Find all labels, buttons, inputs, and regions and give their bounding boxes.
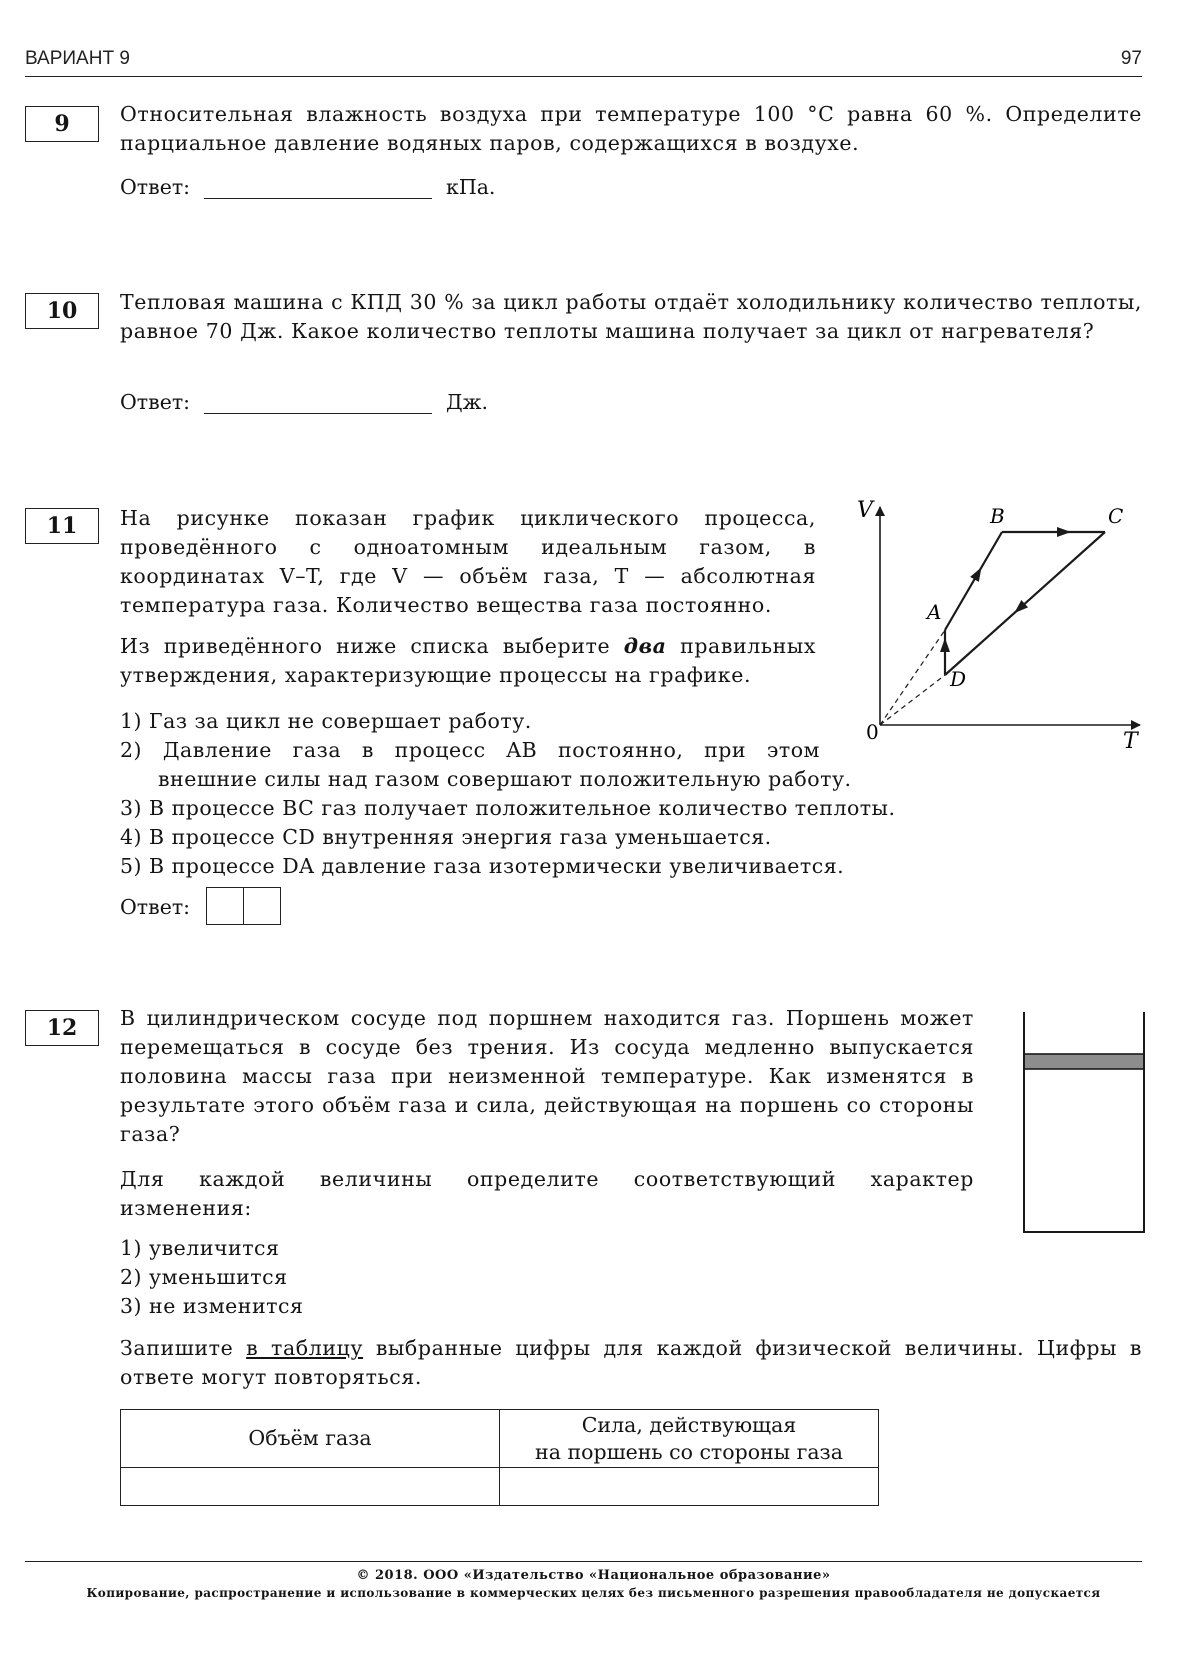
table-answer-force[interactable] — [500, 1468, 879, 1506]
ray-to-d — [880, 675, 945, 725]
t-axis-label: T — [1123, 729, 1138, 754]
origin-label: 0 — [866, 720, 879, 744]
variant-title: ВАРИАНТ 9 — [25, 48, 130, 69]
point-c-label: C — [1108, 504, 1124, 528]
ray-to-a — [880, 630, 945, 725]
page-number: 97 — [1120, 48, 1142, 69]
question-9-unit: кПа. — [446, 175, 496, 199]
footer-notice: Копирование, распространение и использование в коммерческих целях без письменного разрешения правообладателя не допускается — [86, 1586, 1101, 1600]
table-header-force-line2: на поршень со стороны газа — [535, 1439, 843, 1464]
write-instruction-link: в таблицу — [246, 1336, 364, 1360]
v-axis-label: V — [857, 498, 873, 523]
question-9-answer-label: Ответ: — [120, 175, 191, 199]
question-11-number: 11 — [25, 508, 99, 544]
point-b-label: B — [990, 504, 1005, 528]
question-11-option-2: 2) Давление газа в процесс AB постоянно, при этом — [120, 738, 820, 762]
question-11-instruction — [120, 632, 816, 690]
question-10-number: 10 — [25, 293, 99, 329]
footer-copyright: © 2018. ООО «Издательство «Национальное образование» — [356, 1568, 831, 1583]
arrow-da — [940, 638, 950, 652]
table-header-volume: Объём газа — [121, 1410, 500, 1468]
question-10-answer-field[interactable] — [204, 389, 432, 414]
answer-cell-2[interactable] — [244, 888, 281, 925]
question-11-text: На рисунке показан график циклического процесса, проведённого с одноатомным идеальным газом, в координатах V–T, где V — объём газа, T — абсолютная температура газа. Количество вещества газа постоянно. — [120, 506, 816, 617]
answer-cell-1[interactable] — [207, 888, 244, 925]
piston — [1024, 1054, 1144, 1069]
question-12-answer-table — [120, 1409, 879, 1506]
question-9-number: 9 — [25, 106, 99, 142]
footer-divider — [25, 1561, 1142, 1562]
question-11-instruction-end: правильных утверждения, характеризующие процессы на графике. — [120, 634, 816, 687]
question-11-answer-boxes — [206, 887, 281, 925]
arrow-ab — [970, 565, 986, 582]
write-instruction-start: Запишите — [120, 1336, 234, 1360]
question-12-write-instruction — [120, 1334, 1142, 1392]
question-12-instruction: Для каждой величины определите соответствующий характер изменения: — [120, 1167, 974, 1220]
vt-cycle-graph — [840, 495, 1150, 755]
question-9-answer-field[interactable] — [204, 174, 432, 199]
question-11-option-1: 1) Газ за цикл не совершает работу. — [120, 709, 532, 733]
segment-cd — [945, 532, 1105, 675]
cylinder-with-piston — [1020, 1010, 1150, 1238]
table-header-force-line1: Сила, действующая — [581, 1412, 797, 1437]
question-11-instruction-emphasis: два — [623, 634, 667, 658]
question-12-option-1: 1) увеличится — [120, 1236, 280, 1260]
point-d-label: D — [950, 667, 967, 691]
question-11-instruction-start: Из приведённого ниже списка выберите — [120, 634, 611, 658]
header-divider — [25, 76, 1142, 77]
question-12-text: В цилиндрическом сосуде под поршнем находится газ. Поршень может перемещаться в сосуде без трения. Из сосуда медленно выпускается половина массы газа при неизменной температуре. Как изменятся в результате этого объём газа и сила, действующая на поршень со стороны газа? — [120, 1006, 974, 1146]
question-11-option-2-continued: внешние силы над газом совершают положительную работу. — [158, 767, 852, 791]
question-10-unit: Дж. — [446, 390, 489, 414]
point-a-label: A — [927, 600, 942, 624]
question-11-answer-label: Ответ: — [120, 895, 191, 919]
table-header-force — [500, 1410, 879, 1468]
question-10-text: Тепловая машина с КПД 30 % за цикл работы отдаёт холодильнику количество теплоты, равное 70 Дж. Какое количество теплоты машина получает за цикл от нагревателя? — [120, 290, 1142, 343]
question-12-option-2: 2) уменьшится — [120, 1265, 288, 1289]
question-11-option-4: 4) В процессе CD внутренняя энергия газа уменьшается. — [120, 825, 772, 849]
segment-ab — [945, 532, 1002, 630]
table-answer-volume[interactable] — [121, 1468, 500, 1506]
question-11-option-3: 3) В процессе BC газ получает положительное количество теплоты. — [120, 796, 896, 820]
question-10-answer-label: Ответ: — [120, 390, 191, 414]
question-12-option-3: 3) не изменится — [120, 1294, 304, 1318]
question-12-number: 12 — [25, 1010, 99, 1046]
question-9-text: Относительная влажность воздуха при температуре 100 °С равна 60 %. Определите парциальное давление водяных паров, содержащихся в воздухе. — [120, 102, 1142, 155]
arrow-bc — [1057, 527, 1071, 537]
write-instruction-end: выбранные цифры для каждой физической величины. Цифры в ответе могут повторяться. — [120, 1336, 1142, 1389]
question-11-option-5: 5) В процессе DA давление газа изотермически увеличивается. — [120, 854, 845, 878]
